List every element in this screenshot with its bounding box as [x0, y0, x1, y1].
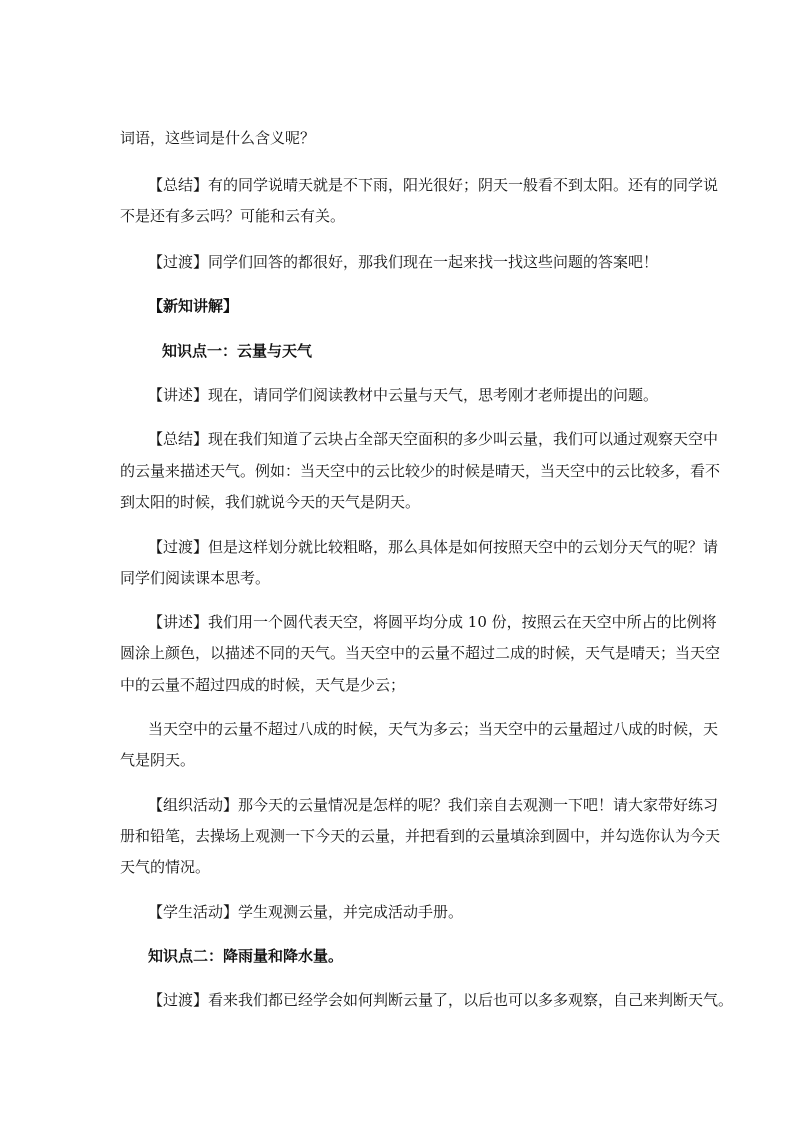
cloud-paragraph-line-2: 气是阴天。 — [120, 751, 196, 769]
transition-paragraph: 【过渡】同学们回答的都很好，那我们现在一起来找一找这些问题的答案吧！ — [148, 253, 659, 271]
lecture-2-line-3: 中的云量不超过四成的时候，天气是少云； — [120, 676, 406, 694]
student-activity-line: 【学生活动】学生观测云量，并完成活动手册。 — [148, 903, 464, 921]
activity-line-3: 天气的情况。 — [120, 858, 211, 876]
activity-line-1: 【组织活动】那今天的云量情况是怎样的呢？我们亲自去观测一下吧！请大家带好练习 — [148, 796, 719, 814]
knowledge-point-2-heading: 知识点二：降雨量和降水量。 — [148, 947, 344, 965]
activity-line-2: 册和铅笔，去操场上观测一下今天的云量，并把看到的云量填涂到圆中，并勾选你认为今天 — [120, 827, 721, 845]
knowledge-point-1-heading: 知识点一：云量与天气 — [162, 342, 313, 360]
summary-2-line-1: 【总结】现在我们知道了云块占全部天空面积的多少叫云量，我们可以通过观察天空中 — [148, 430, 719, 448]
lecture-paragraph-1: 【讲述】现在，请同学们阅读教材中云量与天气，思考刚才老师提出的问题。 — [148, 386, 659, 404]
lecture-2-line-1: 【讲述】我们用一个圆代表天空，将圆平均分成 10 份，按照云在天空中所占的比例将 — [148, 613, 717, 631]
transition-2-line-1: 【过渡】但是这样划分就比较粗略，那么具体是如何按照天空中的云划分天气的呢？请 — [148, 538, 719, 556]
transition-2-line-2: 同学们阅读课本思考。 — [120, 569, 271, 587]
section-heading-new-knowledge: 【新知讲解】 — [148, 297, 239, 315]
text-line-1: 词语，这些词是什么含义呢？ — [120, 129, 316, 147]
summary-paragraph-line-1: 【总结】有的同学说晴天就是不下雨，阳光很好；阴天一般看不到太阳。还有的同学说 — [148, 176, 719, 194]
summary-paragraph-line-2: 不是还有多云吗？可能和云有关。 — [120, 207, 346, 225]
summary-2-line-2: 的云量来描述天气。例如：当天空中的云比较少的时候是晴天，当天空中的云比较多，看不 — [120, 462, 721, 480]
lecture-2-line-2: 圆涂上颜色，以描述不同的天气。当天空中的云量不超过二成的时候，天气是晴天；当天空 — [120, 644, 721, 662]
cloud-paragraph-line-1: 当天空中的云量不超过八成的时候，天气为多云；当天空中的云量超过八成的时候，天 — [148, 720, 719, 738]
transition-3-line: 【过渡】看来我们都已经学会如何判断云量了，以后也可以多多观察，自己来判断天气。 — [148, 991, 734, 1009]
summary-2-line-3: 到太阳的时候，我们就说今天的天气是阴天。 — [120, 493, 421, 511]
